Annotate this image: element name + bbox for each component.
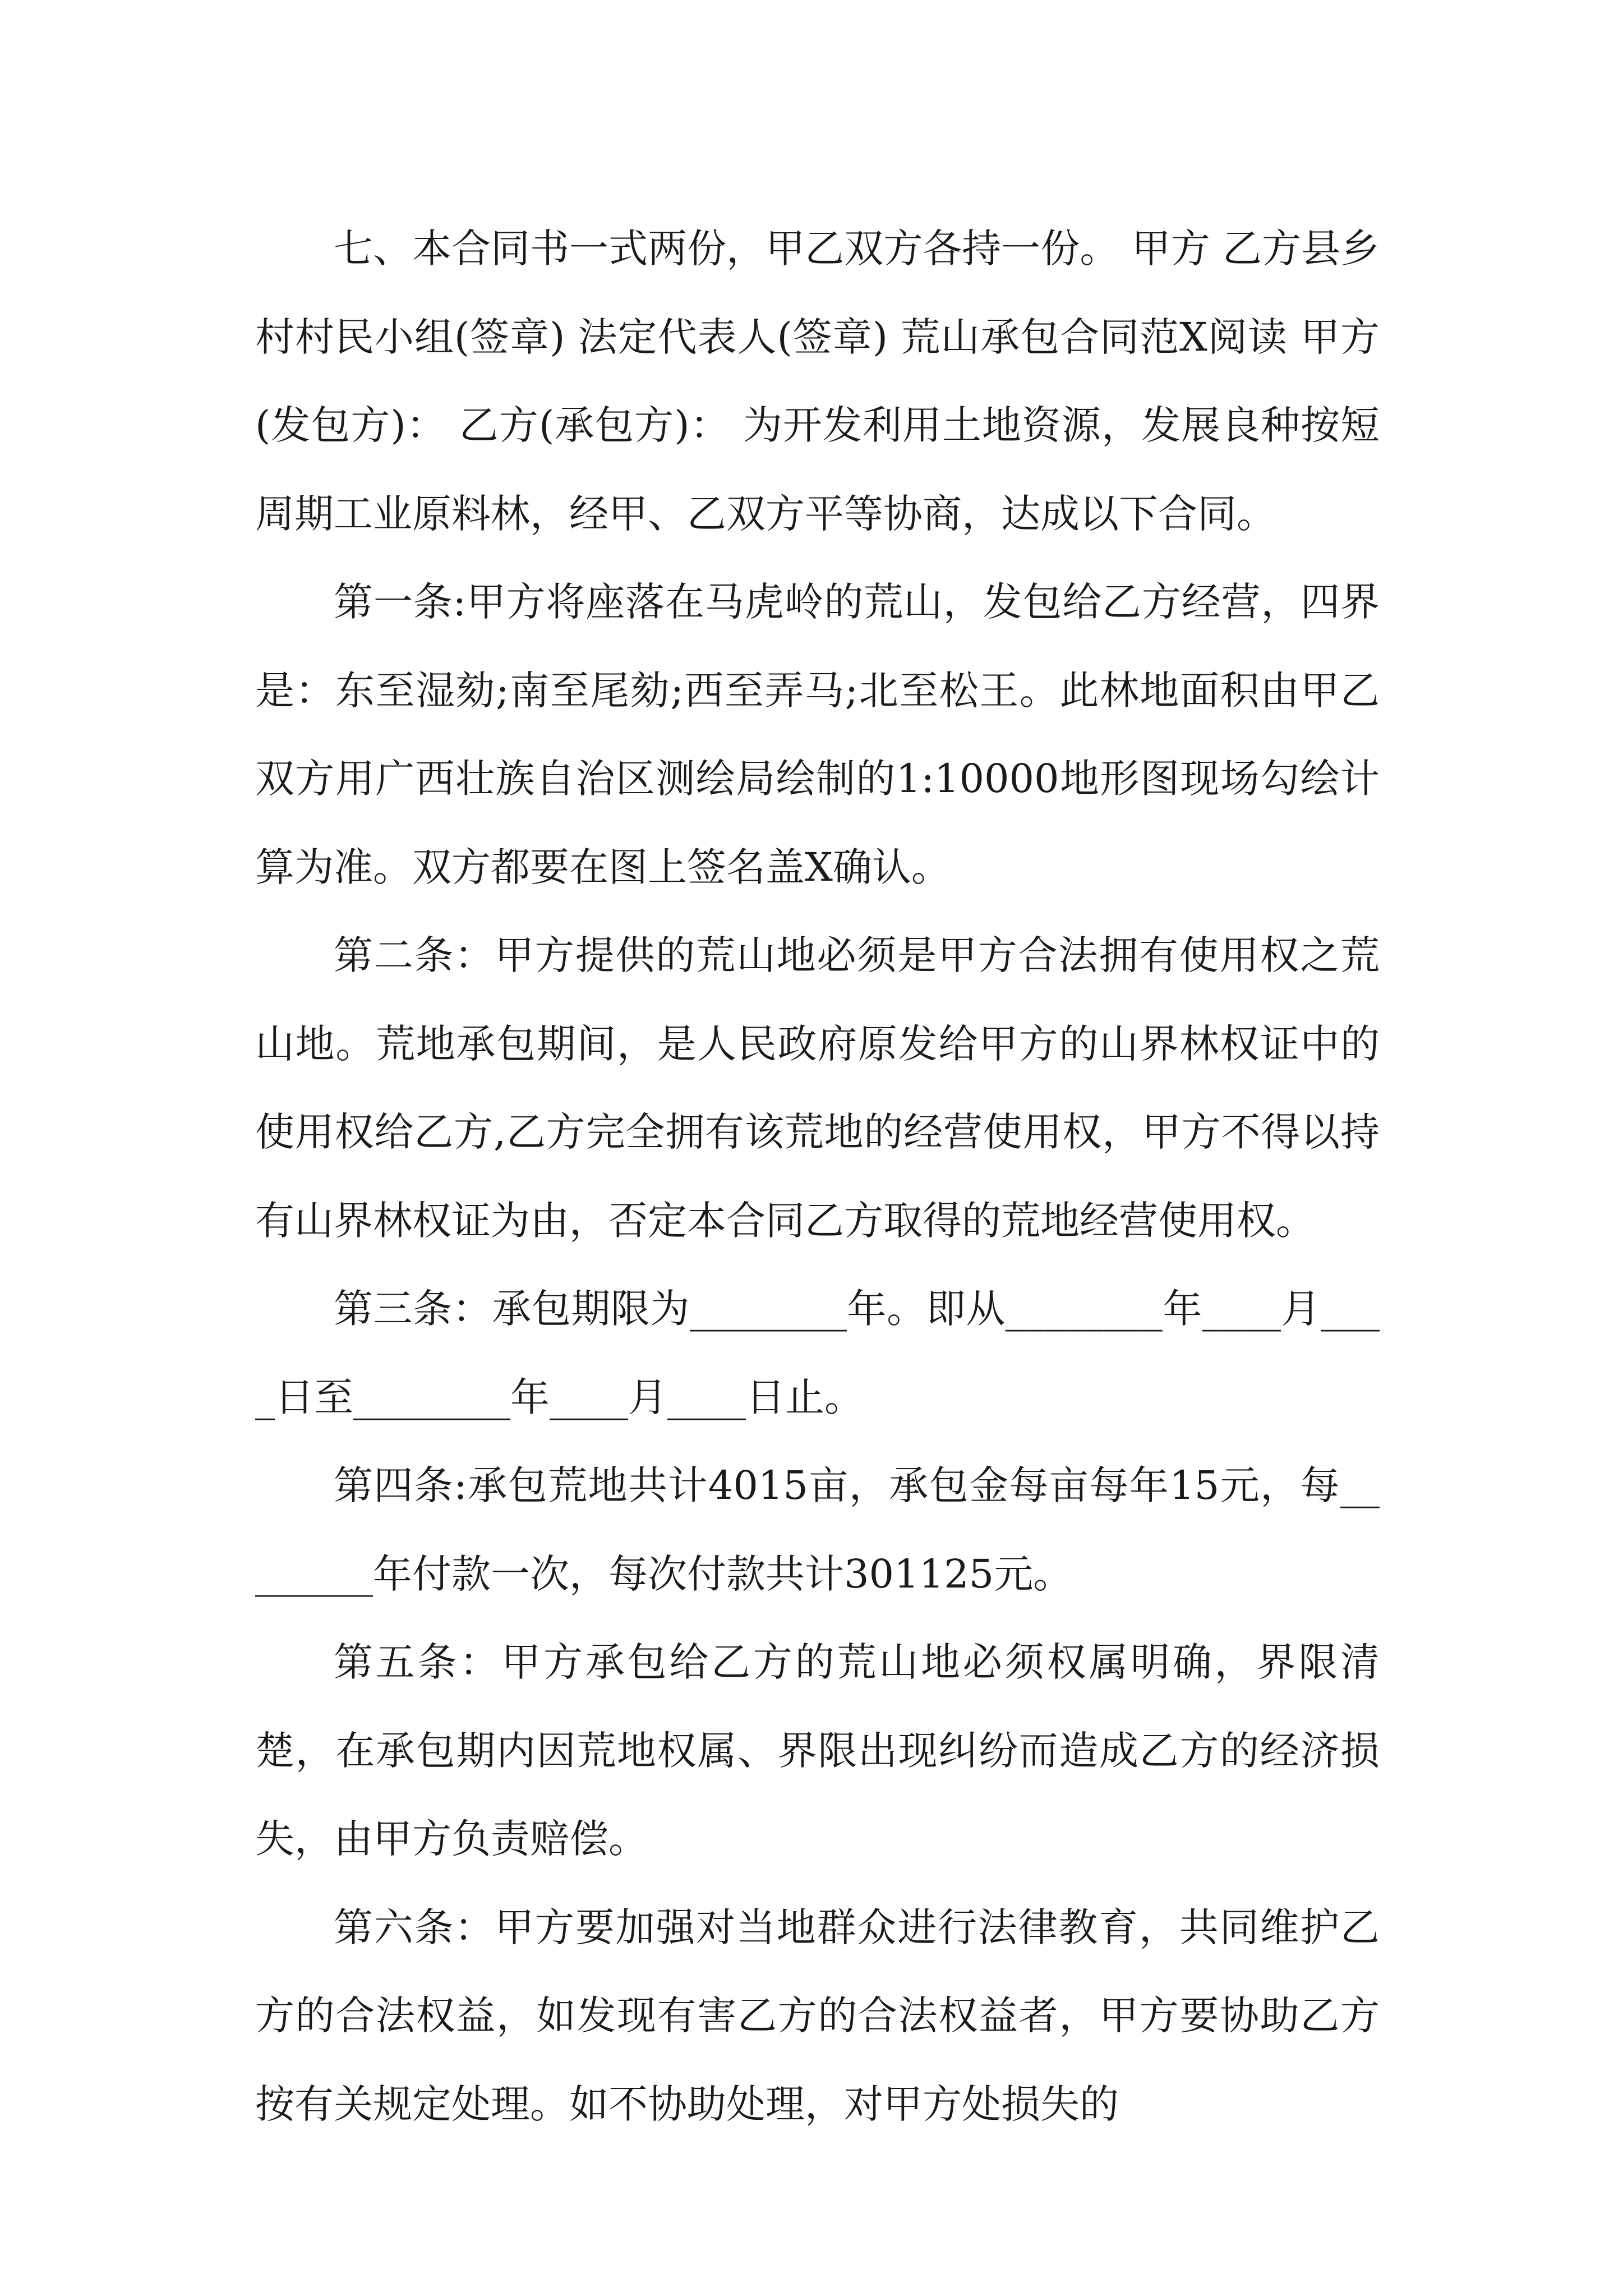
paragraph-article-3: 第三条：承包期限为________年。即从________年____月____日至________年____月____日止。: [255, 1286, 1380, 1420]
paragraph-article-5: 第五条：甲方承包给乙方的荒山地必须权属明确，界限清楚，在承包期内因荒地权属、界限出现纠纷而造成乙方的经济损失，由甲方负责赔偿。: [255, 1639, 1380, 1862]
document-body: [255, 205, 1380, 2148]
paragraph-article-4: 第四条:承包荒地共计4015亩，承包金每亩每年15元，每________年付款一次，每次付款共计301125元。: [255, 1462, 1380, 1597]
paragraph-preamble: 七、本合同书一式两份，甲乙双方各持一份。 甲方 乙方县乡村村民小组(签章) 法定代表人(签章) 荒山承包合同范X阅读 甲方(发包方)： 乙方(承包方)： 为开发利用土地资源，发展良种按短周期工业原料林，经甲、乙双方平等协商，达成以下合同。: [255, 226, 1380, 537]
paragraph-article-2: 第二条：甲方提供的荒山地必须是甲方合法拥有使用权之荒山地。荒地承包期间，是人民政府原发给甲方的山界林权证中的使用权给乙方,乙方完全拥有该荒地的经营使用权，甲方不得以持有山界林权证为由，否定本合同乙方取得的荒地经营使用权。: [255, 932, 1380, 1244]
paragraph-article-1: 第一条:甲方将座落在马虎岭的荒山，发包给乙方经营，四界是：东至湿劾;南至尾劾;西至弄马;北至松王。此林地面积由甲乙双方用广西壮族自治区测绘局绘制的1:10000地形图现场勾绘计算为准。双方都要在图上签名盖X确认。: [255, 579, 1380, 890]
paragraph-article-6: 第六条：甲方要加强对当地群众进行法律教育，共同维护乙方的合法权益，如发现有害乙方的合法权益者，甲方要协助乙方按有关规定处理。如不协助处理，对甲方处损失的: [255, 1904, 1380, 2127]
